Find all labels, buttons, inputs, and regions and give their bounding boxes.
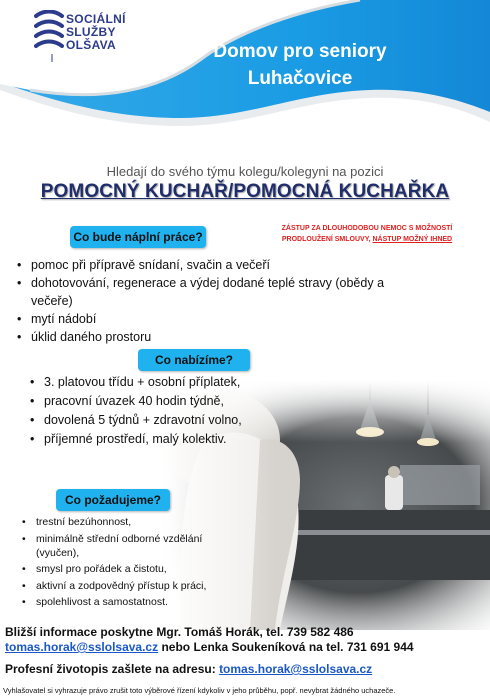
logo-text: SOCIÁLNÍ SLUŽBY OLŠAVA [66,12,126,52]
list-item: • spolehlivost a samostatnost. [22,595,222,609]
intro-text: Hledají do svého týmu kolegu/kolegyni na pozici [106,164,384,179]
list-item: • úklid daného prostoru [17,329,427,347]
list-item: • aktivní a zodpovědný přístup k práci, [22,579,222,593]
list-item: • smysl pro pořádek a čistotu, [22,562,222,576]
job-title: POMOCNÝ KUCHAŘ/POMOCNÁ KUCHAŘKA [40,181,450,202]
duties-heading: Co bude náplní práce? [70,226,206,248]
requirements-heading: Co požadujeme? [56,489,170,511]
list-item: • 3. platovou třídu + osobní příplatek, [30,374,250,391]
contact-line: Bližší informace poskytne Mgr. Tomáš Horák, tel. 739 582 486 [5,625,354,639]
contact-email-link[interactable]: tomas.horak@sslolsava.cz [5,640,159,654]
resume-instructions: Profesní životopis zašlete na adresu: tomas.horak@sslolsava.cz [5,662,373,676]
availability-note: ZÁSTUP ZA DLOUHODOBOU NEMOC S MOŽNOSTÍ PRODLOUŽENÍ SMLOUVY, NÁSTUP MOŽNÝ IHNED [281,225,453,243]
requirements-list [22,515,222,612]
disclaimer: Vyhlašovatel si vyhrazuje právo zrušit toto výběrové řízení kdykoliv v jeho průběhu, popř. nevybrat žádného uchazeče. [3,686,396,695]
list-item: • příjemné prostředí, malý kolektiv. [30,431,250,448]
list-item: • trestní bezúhonnost, [22,515,222,529]
list-item: • pomoc při přípravě snídaní, svačin a večeří [17,257,427,275]
offer-heading: Co nabízíme? [138,349,250,371]
list-item: • mytí nádobí [17,311,427,329]
contact-info: Bližší informace poskytne Mgr. Tomáš Horák, tel. 739 582 486 tomas.horak@sslolsava.cz nebo Lenka Soukeníková na tel. 731 691 944 [5,625,414,654]
duties-list [17,257,427,347]
offer-list [30,374,250,450]
header-title: Domov pro seniory Luhačovice [213,41,387,89]
list-item: • dohotovování, regenerace a výdej dodané teplé stravy (obědy a večeře) [17,275,427,310]
list-item: • minimálně střední odborné vzdělání (vyučen), [22,532,222,560]
list-item: • pracovní úvazek 40 hodin týdně, [30,393,250,410]
resume-email-link[interactable]: tomas.horak@sslolsava.cz [219,662,373,676]
list-item: • dovolená 5 týdnů + zdravotní volno, [30,412,250,429]
